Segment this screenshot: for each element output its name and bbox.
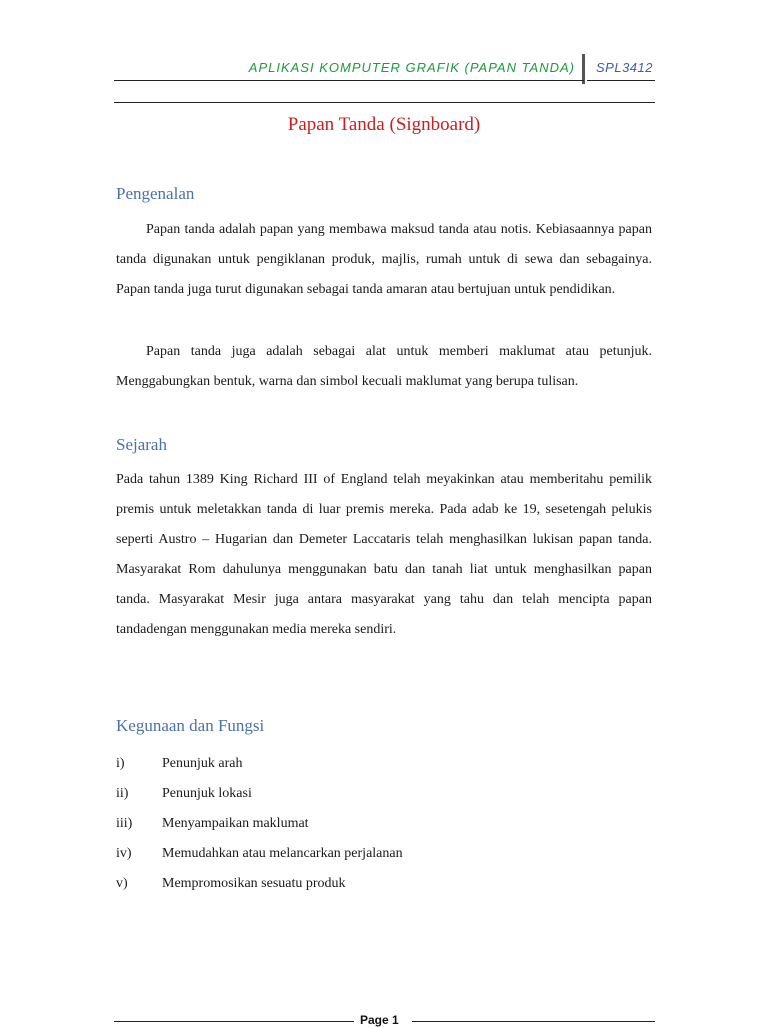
paragraph-sejarah: Pada tahun 1389 King Richard III of England telah meyakinkan atau memberitahu pemilik premis untuk meletakkan tanda di luar premis mereka. Pada adab ke 19, sesetengah pelukis seperti Austro – Hugarian dan Demeter Laccataris telah menghasilkan lukisan papan tanda. Masyarakat Rom dahulunya menggunakan batu dan tanah liat untuk menghasilkan papan tanda. Masyarakat Mesir juga antara masyarakat yang tahu dan telah mencipta papan tandadengan menggunakan media mereka sendiri. [116, 472, 652, 637]
paragraph-pengenalan-2: Papan tanda juga adalah sebagai alat untuk memberi maklumat atau petunjuk. Menggabungkan bentuk, warna dan simbol kecuali maklumat yang berupa tulisan. [116, 344, 652, 389]
kegunaan-list [116, 752, 616, 902]
heading-sejarah: Sejarah [116, 435, 167, 454]
footer-rule-left [114, 1021, 354, 1022]
heading-kegunaan: Kegunaan dan Fungsi [116, 716, 265, 735]
header-rule-top [114, 80, 584, 81]
list-item-text: Memudahkan atau melancarkan perjalanan [162, 846, 403, 861]
header-rule-bottom [114, 102, 655, 103]
header-course-code: SPL3412 [596, 60, 653, 75]
header-rule-top-right [587, 80, 655, 81]
page-number: Page 1 [360, 1013, 399, 1027]
list-item-number: v) [116, 876, 128, 891]
heading-pengenalan: Pengenalan [116, 184, 195, 203]
list-item [116, 782, 616, 812]
header-title: APLIKASI KOMPUTER GRAFIK (PAPAN TANDA) [248, 60, 575, 75]
list-item-text: Penunjuk lokasi [162, 786, 252, 801]
list-item-number: iv) [116, 846, 132, 861]
list-item-number: iii) [116, 816, 133, 831]
footer-rule-right [412, 1021, 655, 1022]
list-item [116, 752, 616, 782]
list-item [116, 812, 616, 842]
list-item [116, 842, 616, 872]
document-title: Papan Tanda (Signboard) [287, 114, 481, 135]
list-item [116, 872, 616, 902]
list-item-number: i) [116, 756, 125, 771]
paragraph-pengenalan-1: Papan tanda adalah papan yang membawa maksud tanda atau notis. Kebiasaannya papan tanda digunakan untuk pengiklanan produk, majlis, rumah untuk di sewa dan sebagainya. Papan tanda juga turut digunakan sebagai tanda amaran atau bertujuan untuk pendidikan. [116, 222, 652, 297]
list-item-number: ii) [116, 786, 129, 801]
list-item-text: Mempromosikan sesuatu produk [162, 876, 346, 891]
list-item-text: Penunjuk arah [162, 756, 243, 771]
list-item-text: Menyampaikan maklumat [162, 816, 309, 831]
page-header [114, 58, 655, 80]
